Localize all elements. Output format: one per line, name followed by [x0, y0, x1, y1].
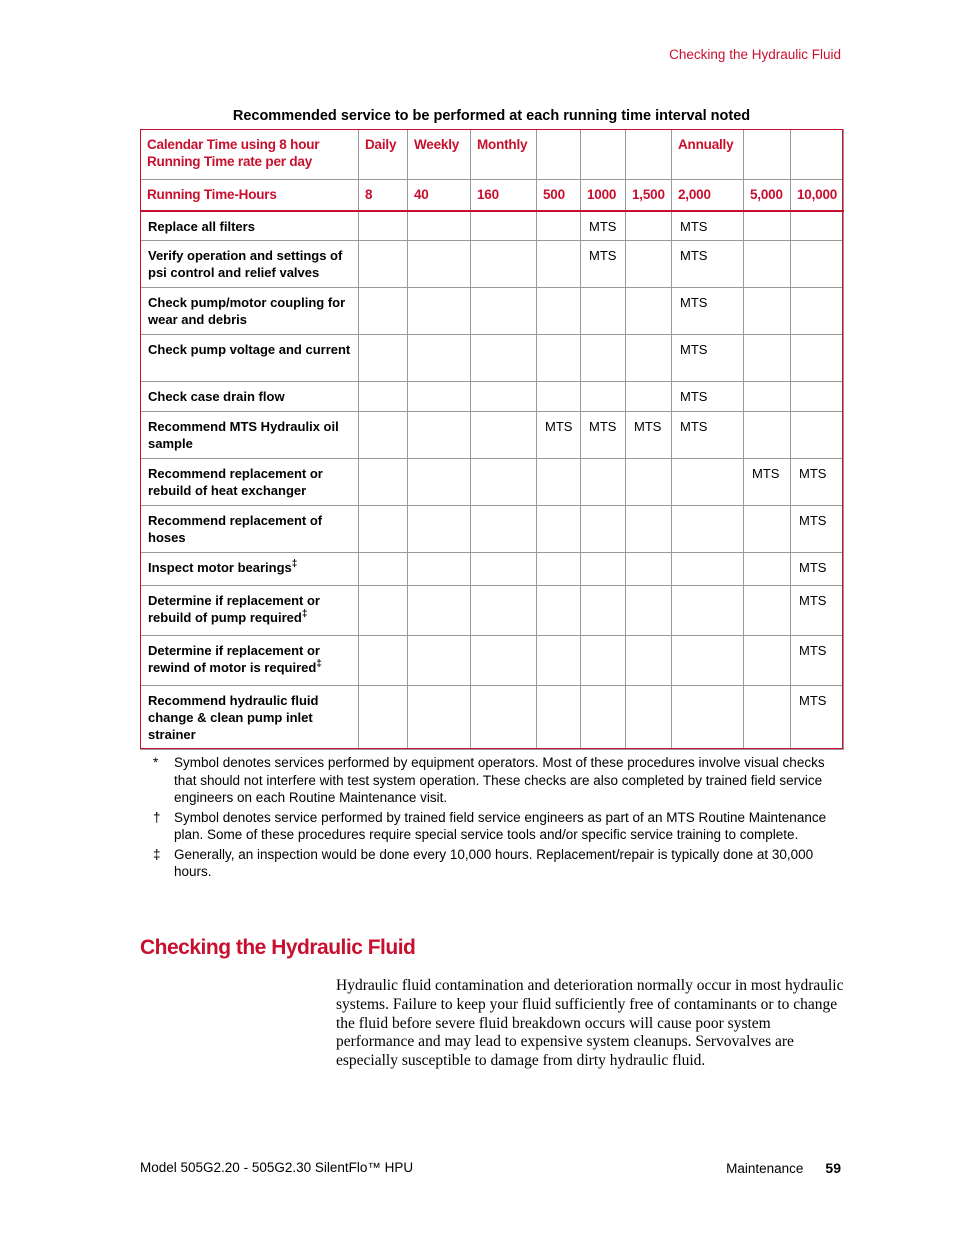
schedule-cell — [471, 636, 537, 686]
task-label: Recommend replacement or rebuild of heat exchanger — [148, 466, 323, 498]
task-label: Check pump voltage and current — [148, 342, 351, 357]
page-number: 59 — [825, 1160, 841, 1176]
schedule-cell — [672, 686, 744, 750]
schedule-cell — [471, 586, 537, 636]
schedule-cell — [744, 553, 791, 586]
footnotes — [140, 754, 830, 883]
schedule-cell — [537, 211, 581, 241]
footer-chapter: Maintenance — [726, 1161, 804, 1176]
footnote-marker: ‡ — [291, 558, 298, 570]
schedule-cell — [537, 686, 581, 750]
footnote-marker: ‡ — [316, 658, 322, 670]
footnote — [140, 809, 830, 844]
service-schedule-table — [140, 129, 844, 750]
task-cell — [141, 211, 359, 241]
schedule-cell: MTS — [581, 412, 626, 459]
footnote-marker: ‡ — [301, 608, 308, 620]
running-hours-cell: 1,500 — [626, 180, 672, 211]
section-paragraph: Hydraulic fluid contamination and deterioration normally occur in most hydraulic systems. Failure to keep your fluid sufficiently free of contaminants or to change the fluid before severe fluid breakdown occurs will cause poor system performance and may lead to expensive system cleanups. Servovalves are especially susceptible to damage from dirty hydraulic fluid. — [336, 977, 844, 1070]
schedule-cell: MTS — [791, 459, 844, 506]
calendar-interval-cell: Annually — [672, 130, 744, 180]
schedule-cell — [359, 412, 408, 459]
schedule-cell — [408, 686, 471, 750]
schedule-cell — [581, 459, 626, 506]
schedule-cell: MTS — [672, 412, 744, 459]
table-row — [141, 382, 844, 412]
schedule-cell — [471, 506, 537, 553]
task-cell — [141, 288, 359, 335]
schedule-cell — [359, 288, 408, 335]
table-row — [141, 459, 844, 506]
table-row — [141, 288, 844, 335]
schedule-cell — [471, 412, 537, 459]
schedule-cell — [626, 553, 672, 586]
schedule-cell — [744, 586, 791, 636]
schedule-cell — [359, 335, 408, 382]
schedule-cell — [672, 586, 744, 636]
schedule-cell — [791, 412, 844, 459]
schedule-cell — [471, 288, 537, 335]
schedule-cell — [537, 382, 581, 412]
schedule-cell — [626, 382, 672, 412]
calendar-interval-cell: Monthly — [471, 130, 537, 180]
schedule-cell — [581, 636, 626, 686]
schedule-cell — [408, 288, 471, 335]
table-row — [141, 335, 844, 382]
table-row — [141, 586, 844, 636]
schedule-cell — [359, 382, 408, 412]
running-hours-cell: 40 — [408, 180, 471, 211]
schedule-cell — [791, 288, 844, 335]
schedule-cell — [537, 288, 581, 335]
schedule-cell — [359, 506, 408, 553]
schedule-cell — [359, 586, 408, 636]
task-cell — [141, 686, 359, 750]
schedule-cell — [359, 686, 408, 750]
calendar-interval-cell — [791, 130, 844, 180]
schedule-cell: MTS — [791, 553, 844, 586]
task-label: Recommend replacement of hoses — [148, 513, 323, 545]
schedule-cell — [471, 211, 537, 241]
schedule-cell — [626, 686, 672, 750]
schedule-cell — [471, 553, 537, 586]
table-row — [141, 506, 844, 553]
footnote-text: Symbol denotes service performed by trained field service engineers as part of an MTS Routine Maintenance plan. Some of these procedures require special service tools and/or specific service training to complete. — [174, 809, 827, 842]
footnote-symbol: * — [153, 755, 159, 770]
schedule-cell — [672, 506, 744, 553]
footnote-text: Generally, an inspection would be done every 10,000 hours. Replacement/repair is typically done at 30,000 hours. — [174, 846, 814, 879]
task-cell — [141, 636, 359, 686]
schedule-cell — [359, 553, 408, 586]
schedule-cell — [581, 586, 626, 636]
schedule-cell: MTS — [581, 241, 626, 288]
task-cell — [141, 459, 359, 506]
schedule-cell — [537, 241, 581, 288]
schedule-cell — [581, 382, 626, 412]
task-cell — [141, 506, 359, 553]
schedule-cell — [537, 636, 581, 686]
schedule-cell — [791, 241, 844, 288]
running-hours-row — [141, 180, 844, 211]
schedule-cell: MTS — [791, 686, 844, 750]
task-cell — [141, 382, 359, 412]
schedule-cell — [537, 459, 581, 506]
task-label: Inspect motor bearings — [148, 560, 292, 575]
schedule-cell — [744, 506, 791, 553]
table-caption: Recommended service to be performed at each running time interval noted — [232, 108, 751, 124]
schedule-cell — [581, 506, 626, 553]
running-hours-cell: 10,000 — [791, 180, 844, 211]
schedule-cell: MTS — [626, 412, 672, 459]
calendar-interval-cell: Daily — [359, 130, 408, 180]
task-cell — [141, 586, 359, 636]
running-hours-label: Running Time-Hours — [141, 180, 359, 211]
task-label: Replace all filters — [148, 218, 255, 234]
calendar-interval-cell — [581, 130, 626, 180]
schedule-cell: MTS — [537, 412, 581, 459]
schedule-cell — [744, 288, 791, 335]
schedule-cell — [626, 335, 672, 382]
schedule-cell — [408, 335, 471, 382]
calendar-interval-cell — [744, 130, 791, 180]
running-hours-cell: 160 — [471, 180, 537, 211]
schedule-cell — [408, 586, 471, 636]
schedule-cell — [471, 686, 537, 750]
schedule-cell — [626, 288, 672, 335]
task-cell — [141, 553, 359, 586]
schedule-cell — [626, 211, 672, 241]
schedule-cell: MTS — [672, 335, 744, 382]
running-hours-cell: 8 — [359, 180, 408, 211]
running-hours-cell: 5,000 — [744, 180, 791, 211]
schedule-cell — [672, 553, 744, 586]
schedule-cell — [581, 335, 626, 382]
footer-model: Model 505G2.20 - 505G2.30 SilentFlo™ HPU — [140, 1160, 414, 1175]
task-label: Determine if replacement or rebuild of pump required — [148, 593, 320, 625]
schedule-cell: MTS — [672, 211, 744, 241]
schedule-cell — [408, 506, 471, 553]
schedule-cell — [471, 335, 537, 382]
schedule-cell — [744, 241, 791, 288]
schedule-cell — [744, 211, 791, 241]
schedule-cell: MTS — [791, 636, 844, 686]
schedule-cell — [537, 335, 581, 382]
footnote-symbol: ‡ — [153, 846, 161, 862]
running-head: Checking the Hydraulic Fluid — [669, 47, 841, 62]
schedule-cell — [471, 241, 537, 288]
footnote-symbol: † — [153, 809, 161, 825]
schedule-cell: MTS — [672, 382, 744, 412]
calendar-interval-cell — [626, 130, 672, 180]
table-row — [141, 553, 844, 586]
table-row — [141, 241, 844, 288]
schedule-cell: MTS — [791, 506, 844, 553]
running-hours-cell: 2,000 — [672, 180, 744, 211]
schedule-cell — [744, 382, 791, 412]
schedule-cell — [537, 586, 581, 636]
schedule-cell — [626, 241, 672, 288]
schedule-cell — [672, 459, 744, 506]
task-label: Check case drain flow — [148, 389, 285, 404]
footnote — [140, 754, 830, 807]
schedule-cell: MTS — [672, 241, 744, 288]
schedule-cell — [581, 553, 626, 586]
running-hours-cell: 1000 — [581, 180, 626, 211]
running-hours-cell: 500 — [537, 180, 581, 211]
schedule-cell — [359, 241, 408, 288]
schedule-cell — [581, 686, 626, 750]
schedule-cell — [744, 636, 791, 686]
schedule-cell — [581, 288, 626, 335]
schedule-cell — [626, 506, 672, 553]
schedule-cell — [359, 636, 408, 686]
schedule-cell — [791, 382, 844, 412]
task-cell — [141, 335, 359, 382]
section-title: Checking the Hydraulic Fluid — [140, 936, 416, 959]
footer-right — [726, 1160, 841, 1176]
schedule-cell — [537, 506, 581, 553]
task-label: Verify operation and settings of psi control and relief valves — [148, 248, 343, 280]
calendar-interval-cell: Weekly — [408, 130, 471, 180]
schedule-cell — [626, 586, 672, 636]
schedule-cell: MTS — [581, 211, 626, 241]
table-row — [141, 636, 844, 686]
schedule-cell — [408, 412, 471, 459]
schedule-cell — [359, 459, 408, 506]
schedule-cell — [408, 459, 471, 506]
footnote — [140, 846, 830, 881]
schedule-cell: MTS — [672, 288, 744, 335]
schedule-cell — [359, 211, 408, 241]
schedule-cell — [744, 412, 791, 459]
calendar-interval-cell — [537, 130, 581, 180]
table-row — [141, 412, 844, 459]
schedule-cell — [408, 636, 471, 686]
task-label: Determine if replacement or rewind of motor is required — [148, 643, 320, 675]
task-label: Recommend MTS Hydraulix oil sample — [148, 419, 339, 451]
table-row — [141, 211, 844, 241]
schedule-cell — [408, 382, 471, 412]
schedule-cell: MTS — [744, 459, 791, 506]
schedule-cell — [744, 335, 791, 382]
calendar-time-label: Calendar Time using 8 hour Running Time rate per day — [141, 130, 359, 180]
footnote-text: Symbol denotes services performed by equipment operators. Most of these procedures involve visual checks that should not interfere with test system operation. These checks are also completed by trained field service engineers on each Routine Maintenance visit. — [174, 755, 825, 805]
schedule-cell — [791, 211, 844, 241]
schedule-cell — [408, 211, 471, 241]
schedule-cell — [408, 553, 471, 586]
table-row — [141, 686, 844, 750]
schedule-cell — [672, 636, 744, 686]
schedule-cell — [791, 335, 844, 382]
schedule-cell: MTS — [791, 586, 844, 636]
schedule-cell — [626, 459, 672, 506]
schedule-cell — [537, 553, 581, 586]
schedule-cell — [471, 382, 537, 412]
task-label: Check pump/motor coupling for wear and debris — [148, 295, 346, 327]
schedule-cell — [626, 636, 672, 686]
task-cell — [141, 412, 359, 459]
task-label: Recommend hydraulic fluid change & clean pump inlet strainer — [148, 693, 319, 742]
schedule-cell — [744, 686, 791, 750]
schedule-cell — [408, 241, 471, 288]
calendar-time-row — [141, 130, 844, 180]
schedule-cell — [471, 459, 537, 506]
task-cell — [141, 241, 359, 288]
